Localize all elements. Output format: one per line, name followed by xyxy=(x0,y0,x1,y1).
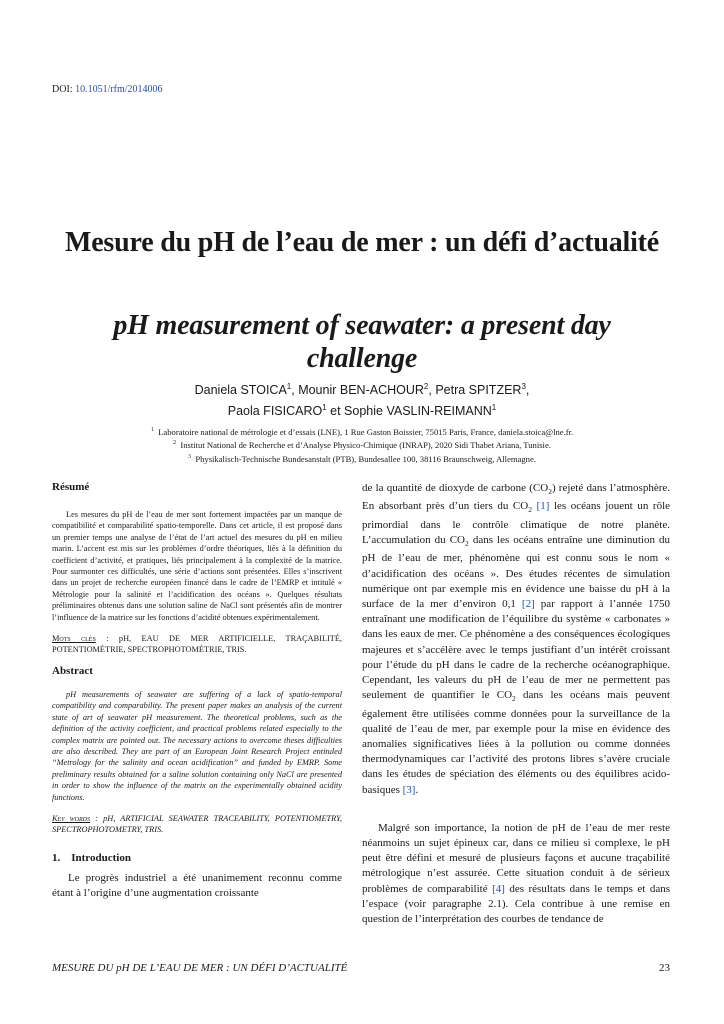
title-french: Mesure du pH de l’eau de mer : un défi d’actualité xyxy=(64,227,660,258)
citation-link[interactable]: [1] xyxy=(536,500,550,513)
running-title: MESURE DU pH DE L’EAU DE MER : UN DÉFI D’ACTUALITÉ xyxy=(52,962,348,974)
affiliation-number: 3 xyxy=(188,453,192,460)
subscript: 2 xyxy=(528,505,532,515)
abstract-text: pH measurements of seawater are suffering of a lack of spatio-temporal compatibility and comparability. The present paper makes an analysis of the current state of art of seawater pH measurement. The theoretical problems, such as the definition of the activity coefficient, and practical problems related especially to the complex matrix are pointed out. The necessary actions to overcome theses difficulties are also described. They are part of an European Joint Research Project entituled “Metrology for the salinity and ocean acidification” and funded by EMRP. Some preliminary results obtained for a saline solution containing only NaCl are presented in order to show the influence of the matrix on the experimentally obtained acidity functions. xyxy=(52,689,342,802)
author-list xyxy=(60,378,664,420)
affiliation-text: Laboratoire national de métrologie et d’essais (LNE), 1 Rue Gaston Boissier, 75015 Paris, France, daniela.stoica@lne.fr. xyxy=(158,426,574,437)
citation-link[interactable]: [3] xyxy=(402,783,416,796)
intro-paragraph: Le progrès industriel a été unanimement reconnu comme étant à l’origine d’une augmentation croissante xyxy=(52,871,342,899)
text-run: les océans jouent un rôle primordial dans le contrôle climatique de notre planète. L’accumulation du CO xyxy=(362,500,671,546)
doi-label: DOI: xyxy=(52,84,73,95)
author-name: Daniela STOICA xyxy=(194,383,287,398)
subscript: 2 xyxy=(512,694,516,704)
author-separator: , xyxy=(525,383,530,398)
doi-link[interactable]: 10.1051/rfm/2014006 xyxy=(75,84,163,95)
subscript: 2 xyxy=(548,487,552,497)
body-paragraph xyxy=(362,821,670,927)
affiliation-number: 2 xyxy=(173,440,177,447)
affiliation xyxy=(60,452,664,465)
author-name: Mounir BEN-ACHOUR xyxy=(298,383,424,398)
author-affiliation-mark: 1 xyxy=(491,403,497,413)
text-run: par rapport à l’année 1750 entraînant une modification de l’équilibre du système « carbonates » dans les eaux de mer. Ce phénomène a des conséquences écologiques majeures et s’accélère avec le temps justifiant d’un intérêt croissant pour l’étude du pH dans le cadre de la recherche océanographique. Cependant, les valeurs du pH de l’eau de mer ne permettent pas seulement de quantifier le CO xyxy=(362,597,670,702)
affiliation-number: 1 xyxy=(150,427,154,433)
title-english: pH measurement of seawater: a present day challenge xyxy=(113,310,611,374)
citation-link[interactable]: [4] xyxy=(492,882,505,895)
author-name: Petra SPITZER xyxy=(435,383,522,398)
right-column xyxy=(362,481,670,927)
text-run: . xyxy=(415,783,419,796)
author-affiliation-mark: 1 xyxy=(322,403,327,413)
section-heading-introduction: 1. Introduction xyxy=(52,851,131,864)
author-separator: et xyxy=(326,404,345,419)
affiliation-text: Institut National de Recherche et d’Analyse Physico-Chimique (INRAP), 2020 Sidi Thabet Ariana, Tunisie. xyxy=(180,440,551,451)
author-name: Paola FISICARO xyxy=(227,404,323,419)
affiliation xyxy=(60,438,664,451)
resume-keywords xyxy=(52,633,342,656)
keywords-text: : pH, ARTIFICIAL SEAWATER TRACEABILITY, POTENTIOMETRY, SPECTROPHOTOMETRY, TRIS. xyxy=(52,813,342,835)
resume-heading: Résumé xyxy=(52,481,90,493)
abstract-heading: Abstract xyxy=(52,664,93,677)
text-run: ) rejeté dans l’atmosphère. En absorbant près d’un tiers du CO xyxy=(362,482,670,513)
text-run: des résultats dans le temps et dans l’espace (voir paragraphe 2.1). Cela contribue à une remise en question de l’interprétation des courbes de tendance de xyxy=(362,882,670,926)
author-separator: , xyxy=(428,383,436,398)
subscript: 2 xyxy=(465,539,469,549)
resume-text: Les mesures du pH de l’eau de mer sont fortement impactées par un manque de compatibilité et comparabilité spatio-temporelle. Dans cet article, il est proposé dans un premier temps une analyse de l’état de l’art actuel des mesures du pH en milieu marin. L’accent est mis sur les problèmes d’ordre théoriques, liés à la définition du coefficient d’activité, et pratiques, liés principalement à la complexité de la matrice. Pour surmonter ces difficultés, une série d’actions sont présentées. Elles s’inscrivent dans un projet de recherche européen financé dans le cadre de l’EMRP et intitulé « Métrologie pour la salinité et l’acidification des océans ». Quelques résultats préliminaires obtenus dans une solution saline de NaCl sont présentés afin de montrer l’influence de la matrice sur les fonctions d’acidité obtenues expérimentalement. xyxy=(52,510,342,622)
doi-line xyxy=(52,84,163,95)
abstract-keywords xyxy=(52,813,342,836)
author-affiliation-mark: 3 xyxy=(521,382,526,391)
keywords-label: Mots clés xyxy=(52,634,96,644)
author-affiliation-mark: 1 xyxy=(286,382,292,391)
text-run: dans les océans entraîne une diminution du pH de l’eau de mer, phénomène qui est connu sous le nom « d’acidification des océans ». Des études récentes de simulation numérique ont par exemple mis en évidence une baisse du pH à la surface de la mer d’environ 0,1 xyxy=(362,533,670,610)
affiliation xyxy=(60,425,664,438)
author-name: Sophie VASLIN-REIMANN xyxy=(344,404,492,419)
keywords-text: : pH, EAU DE MER ARTIFICIELLE, TRAÇABILITÉ, POTENTIOMÉTRIE, SPECTROPHOTOMÉTRIE, TRIS. xyxy=(52,634,342,655)
body-paragraph xyxy=(362,481,670,798)
affiliation-list xyxy=(60,425,664,465)
text-run: de la quantité de dioxyde de carbone (CO xyxy=(362,482,549,494)
text-run: Malgré son importance, la notion de pH de l’eau de mer reste néanmoins un sujet épineux car, dans ce milieu si complexe, le pH peut être défini et mesuré de plusieurs façons et aucune traçabilité métrologique n’est assurée. Cette situation conduit à de sérieux problèmes de comparabilité xyxy=(362,821,670,895)
affiliation-text: Physikalisch-Technische Bundesanstalt (PTB), Bundesallee 100, 38116 Braunschweig, Allemagne. xyxy=(195,453,536,464)
author-affiliation-mark: 2 xyxy=(423,382,429,391)
author-separator: , xyxy=(291,383,299,398)
page-number: 23 xyxy=(659,962,670,974)
left-column xyxy=(52,481,342,901)
citation-link[interactable]: [2] xyxy=(521,597,535,610)
text-run: dans les océans mais peuvent également être utilisées comme données pour la surveillance de la qualité de l’eau de mer, par exemple pour la mise en évidence des anomalies significatives liées à la pollution ou comme données thermodynamiques car l’activité des protons libres s’avère cruciale dans les études de spéciation des éléments ou des équilibres acido-basiques xyxy=(362,689,670,796)
keywords-label: Key words xyxy=(52,813,91,823)
